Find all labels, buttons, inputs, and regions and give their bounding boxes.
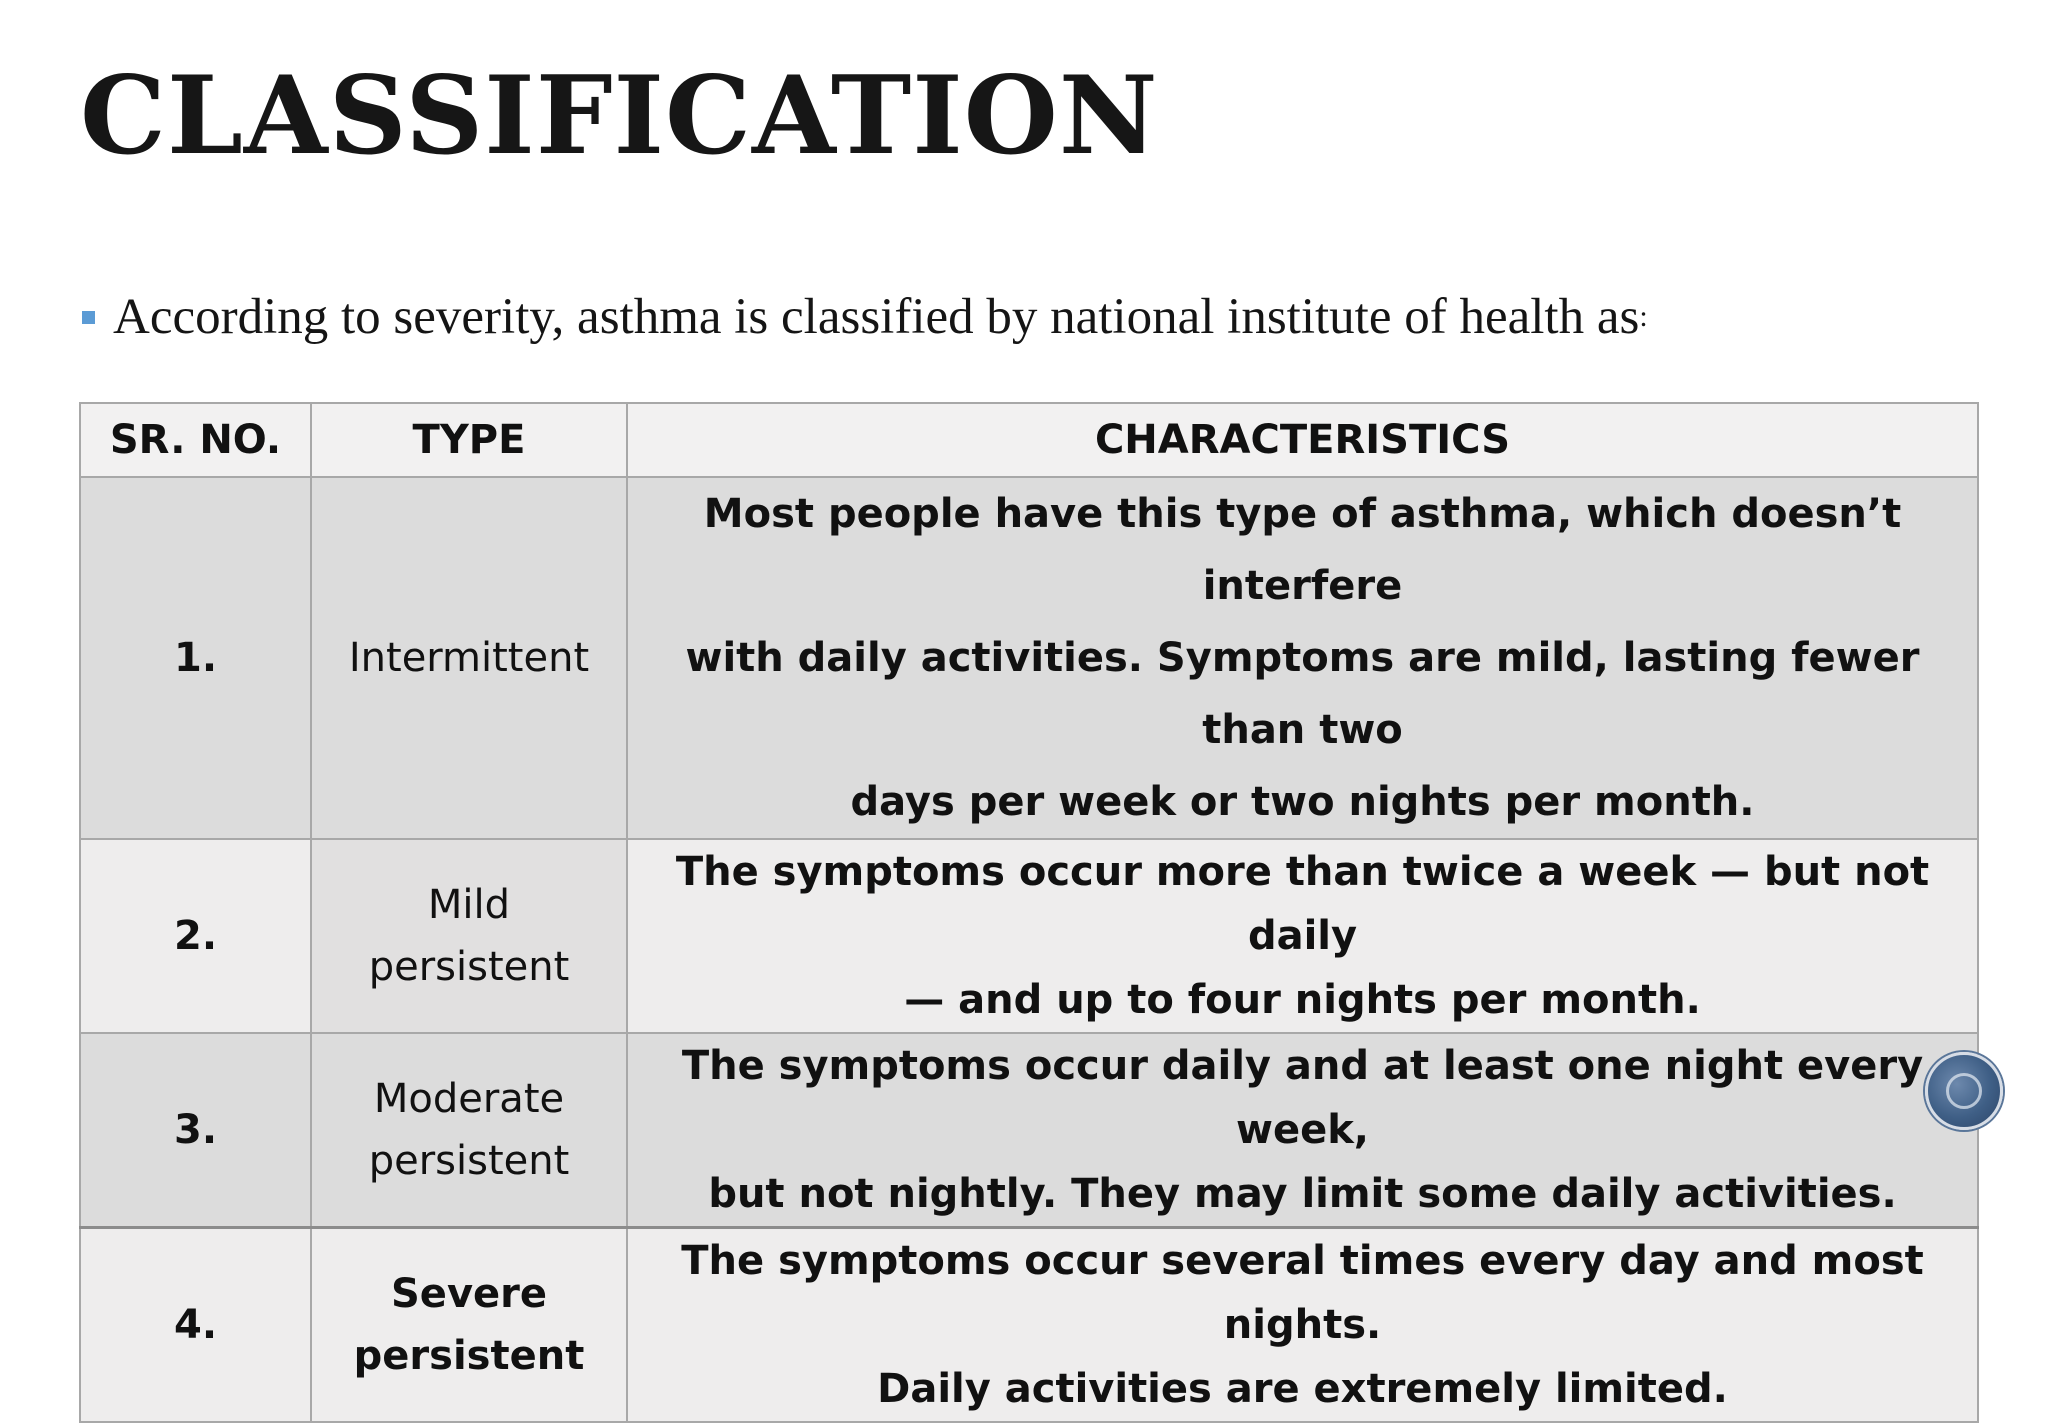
desc-line: Daily activities are extremely limited.: [877, 1366, 1728, 1412]
bullet-colon: :: [1639, 300, 1648, 333]
row-characteristics: [627, 477, 1978, 839]
row-characteristics: [627, 839, 1978, 1033]
desc-line: Most people have this type of asthma, which doesn’t interfere: [703, 491, 1902, 609]
type-line: persistent: [353, 1333, 585, 1379]
row-number: 3.: [80, 1033, 311, 1228]
desc-line: The symptoms occur daily and at least one night every week,: [681, 1043, 1924, 1153]
row-number: 2.: [80, 839, 311, 1033]
type-line: Mild: [427, 882, 511, 928]
desc-line: The symptoms occur several times every day and most nights.: [681, 1238, 1924, 1348]
bullet-point: [82, 288, 1648, 346]
desc-line: with daily activities. Symptoms are mild, lasting fewer than two: [685, 635, 1920, 753]
header-sr-no: SR. NO.: [80, 403, 311, 477]
row-type: [311, 1033, 627, 1228]
row-type: [311, 1228, 627, 1423]
round-seal-icon: [1925, 1052, 2003, 1130]
row-number: 1.: [80, 477, 311, 839]
row-number: 4.: [80, 1228, 311, 1423]
type-line: persistent: [368, 1138, 570, 1184]
desc-line: The symptoms occur more than twice a week — but not daily: [675, 849, 1930, 959]
header-characteristics: CHARACTERISTICS: [627, 403, 1978, 477]
table-row: [80, 477, 1978, 839]
type-line: Intermittent: [348, 635, 590, 681]
type-line: persistent: [368, 944, 570, 990]
row-characteristics: [627, 1228, 1978, 1423]
desc-line: but not nightly. They may limit some daily activities.: [708, 1171, 1897, 1217]
row-type: [311, 839, 627, 1033]
table-header-row: [80, 403, 1978, 477]
desc-line: — and up to four nights per month.: [904, 977, 1701, 1023]
classification-table: [79, 402, 1979, 1423]
table-row: [80, 1228, 1978, 1423]
bullet-text: According to severity, asthma is classified by national institute of health as: [113, 289, 1640, 345]
table-row: [80, 1033, 1978, 1228]
type-line: Severe: [391, 1271, 547, 1317]
desc-line: days per week or two nights per month.: [850, 779, 1755, 825]
slide-title: CLASSIFICATION: [80, 53, 1159, 179]
table-row: [80, 839, 1978, 1033]
square-bullet-icon: [82, 311, 95, 324]
row-characteristics: [627, 1033, 1978, 1228]
header-type: TYPE: [311, 403, 627, 477]
row-type: [311, 477, 627, 839]
type-line: Moderate: [373, 1076, 565, 1122]
